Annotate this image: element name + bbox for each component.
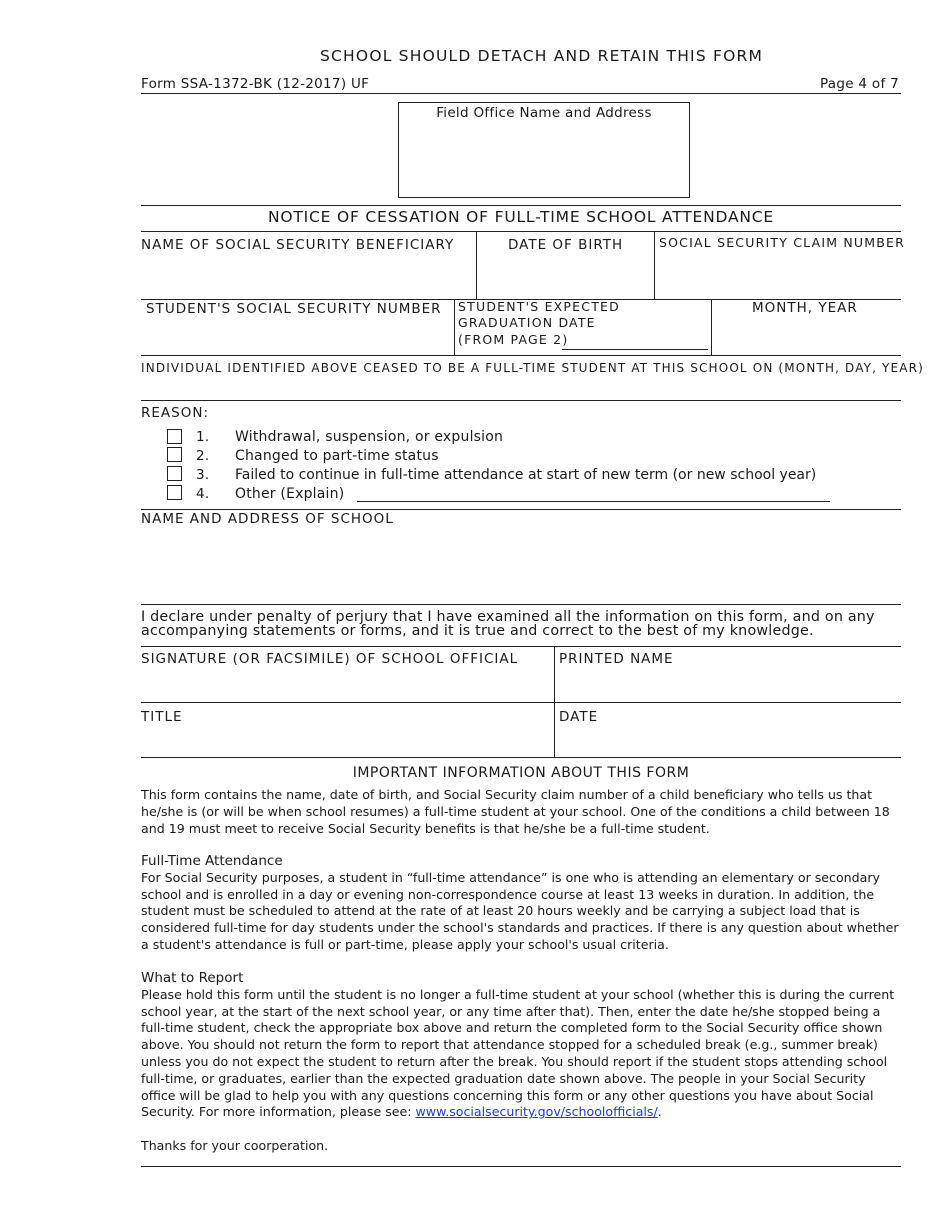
date-of-birth-field[interactable]: [478, 255, 653, 297]
school-officials-link[interactable]: www.socialsecurity.gov/schoolofficials/: [415, 1104, 658, 1120]
reason-3-text: Failed to continue in full-time attendance at start of new term (or new school year): [235, 467, 817, 483]
school-label: NAME AND ADDRESS OF SCHOOL: [141, 511, 394, 527]
school-bottom-rule: [141, 604, 901, 605]
claim-number-label: SOCIAL SECURITY CLAIM NUMBER: [659, 235, 906, 250]
declaration-line-1: I declare under penalty of perjury that I have examined all the information on this form, and on any: [141, 609, 875, 625]
grad-date-label-3: (FROM PAGE 2): [458, 332, 569, 347]
reason-1-checkbox[interactable]: [167, 429, 182, 444]
reason-2-checkbox[interactable]: [167, 447, 182, 462]
grad-date-label-1: STUDENT'S EXPECTED: [458, 299, 620, 314]
top-title: SCHOOL SHOULD DETACH AND RETAIN THIS FORM: [320, 47, 764, 65]
month-year-label: MONTH, YEAR: [752, 300, 858, 316]
header-rule: [141, 93, 901, 94]
student-ssn-field[interactable]: [141, 320, 453, 353]
reason-4-number: 4.: [196, 486, 210, 502]
report-section: [141, 970, 903, 1121]
date-label: DATE: [559, 709, 599, 725]
reason-label: REASON:: [141, 405, 209, 421]
date-field[interactable]: [557, 726, 900, 756]
reason-4-text: Other (Explain): [235, 486, 345, 502]
info-heading: IMPORTANT INFORMATION ABOUT THIS FORM: [352, 765, 690, 781]
school-field[interactable]: [141, 530, 901, 602]
signature-label: SIGNATURE (OR FACSIMILE) OF SCHOOL OFFICIAL: [141, 651, 519, 667]
row2-divider-2: [711, 299, 712, 355]
signature-field[interactable]: [141, 670, 552, 700]
notice-bottom-rule: [141, 231, 901, 232]
signature-mid-rule: [141, 702, 901, 703]
report-heading: What to Report: [141, 970, 244, 986]
declaration-line-2: accompanying statements or forms, and it is true and correct to the best of my knowledge.: [141, 623, 814, 639]
report-paragraph: [141, 987, 903, 1121]
title-field[interactable]: [141, 726, 552, 756]
date-of-birth-label: DATE OF BIRTH: [508, 237, 624, 253]
row1-divider-1: [476, 231, 477, 299]
student-ssn-label: STUDENT'S SOCIAL SECURITY NUMBER: [146, 301, 442, 317]
fulltime-heading: Full-Time Attendance: [141, 853, 283, 869]
field-office-label: Field Office Name and Address: [436, 105, 652, 121]
info-intro: [141, 787, 903, 837]
ceased-date-field[interactable]: [141, 378, 901, 398]
beneficiary-name-label: NAME OF SOCIAL SECURITY BENEFICIARY: [141, 237, 455, 253]
fulltime-section: [141, 853, 903, 954]
reason-3-number: 3.: [196, 467, 210, 483]
reason-3-checkbox[interactable]: [167, 466, 182, 481]
reason-2-text: Changed to part-time status: [235, 448, 439, 464]
claim-number-field[interactable]: [656, 255, 900, 297]
reason-2-number: 2.: [196, 448, 210, 464]
declaration-bottom-rule: [141, 646, 901, 647]
row1-divider-2: [654, 231, 655, 299]
printed-name-label: PRINTED NAME: [559, 651, 674, 667]
reason-1-text: Withdrawal, suspension, or expulsion: [235, 429, 504, 445]
other-explain-field[interactable]: [357, 501, 830, 502]
reason-1-number: 1.: [196, 429, 210, 445]
row2-divider-1: [454, 299, 455, 355]
grad-date-label-2: GRADUATION DATE: [458, 315, 596, 330]
title-label: TITLE: [141, 709, 183, 725]
thanks-text: Thanks for your coorperation.: [141, 1138, 329, 1153]
reason-4-checkbox[interactable]: [167, 485, 182, 500]
signature-bottom-rule: [141, 757, 901, 758]
field-office-box[interactable]: [398, 102, 690, 198]
reason-bottom-rule: [141, 509, 901, 510]
fulltime-text: For Social Security purposes, a student in “full-time attendance” is one who is attending an elementary or secondary school and is enrolled in a day or evening non-correspondence course at least 13 weeks in duration. In addition, the student must be scheduled to attend at the rate of at least 20 hours weekly and be carrying a subject load that is considered full-time for day students under the school's standards and practices. If there is any question about whether a student's attendance is full or part-time, please apply your school's usual criteria.: [141, 869, 899, 952]
notice-top-rule: [141, 205, 901, 206]
ceased-date-label: INDIVIDUAL IDENTIFIED ABOVE CEASED TO BE A FULL-TIME STUDENT AT THIS SCHOOL ON (MONTH, DAY, YEAR): [141, 361, 924, 375]
ceased-bottom-rule: [141, 400, 901, 401]
printed-name-field[interactable]: [557, 670, 900, 700]
report-end: .: [657, 1104, 662, 1120]
footer-rule: [141, 1166, 901, 1167]
notice-title: NOTICE OF CESSATION OF FULL-TIME SCHOOL ATTENDANCE: [268, 208, 774, 226]
row2-bottom-rule: [141, 355, 901, 356]
beneficiary-name-field[interactable]: [141, 255, 475, 297]
info-intro-text: This form contains the name, date of birth, and Social Security claim number of a child beneficiary who tells us that he/she is (or will be when school resumes) a full-time student at your school. One of the conditions a child between 18 and 19 must meet to receive Social Security benefits is that he/she be a full-time student.: [141, 787, 890, 836]
page-number: Page 4 of 7: [819, 76, 899, 92]
form-id: Form SSA-1372-BK (12-2017) UF: [141, 76, 370, 92]
grad-date-field-line[interactable]: [562, 349, 708, 350]
report-text: Please hold this form until the student is no longer a full-time student at your school (whether this is during the current school year, at the start of the next school year, or any time after that). Then, enter the date he/she stopped being a full-time student, check the appropriate box above and return the completed form to the Social Security office shown above. You should not return the form to report that attendance stopped for a scheduled break (e.g., summer break) unless you do not expect the student to return after the break. You should report if the student stops attending school full-time, or graduates, earlier than the expected graduation date shown above. The people in your Social Security office will be glad to help you with any questions concerning this form or any other questions you have about Social Security. For more information, please see:: [141, 986, 895, 1120]
